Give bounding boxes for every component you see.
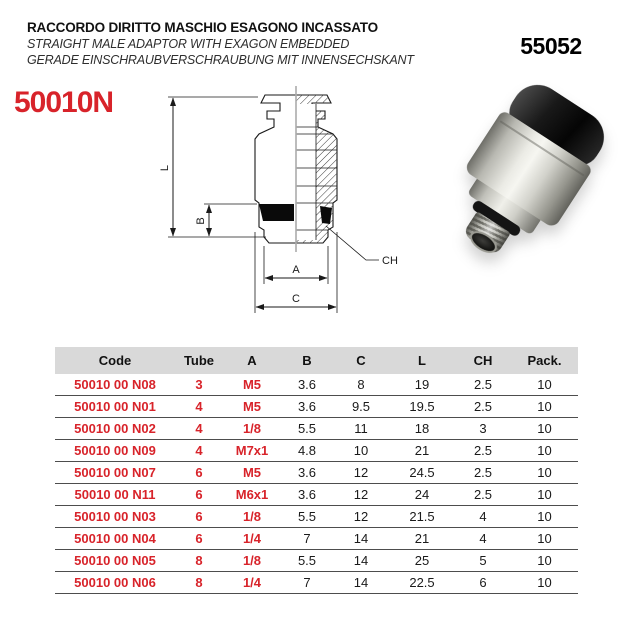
cell-tube: 6 bbox=[175, 506, 223, 528]
column-header-a: A bbox=[223, 347, 281, 374]
cell-code: 50010 00 N11 bbox=[55, 484, 175, 506]
cell-l: 18 bbox=[389, 418, 455, 440]
cell-l: 24.5 bbox=[389, 462, 455, 484]
cell-b: 3.6 bbox=[281, 374, 333, 396]
cell-code: 50010 00 N06 bbox=[55, 572, 175, 594]
cell-ch: 2.5 bbox=[455, 462, 511, 484]
cell-ch: 4 bbox=[455, 506, 511, 528]
part-number: 55052 bbox=[520, 33, 582, 59]
cell-b: 3.6 bbox=[281, 396, 333, 418]
table-header-row bbox=[55, 347, 578, 374]
cell-c: 14 bbox=[333, 528, 389, 550]
cell-pack: 10 bbox=[511, 440, 578, 462]
cell-a: 1/8 bbox=[223, 550, 281, 572]
cell-b: 5.5 bbox=[281, 418, 333, 440]
cell-b: 7 bbox=[281, 572, 333, 594]
cell-code: 50010 00 N02 bbox=[55, 418, 175, 440]
page-title: RACCORDO DIRITTO MASCHIO ESAGONO INCASSATO bbox=[27, 20, 378, 35]
cell-ch: 3 bbox=[455, 418, 511, 440]
product-photo bbox=[428, 86, 633, 261]
cell-a: 1/8 bbox=[223, 418, 281, 440]
bore bbox=[296, 104, 316, 240]
cell-c: 12 bbox=[333, 484, 389, 506]
cell-b: 7 bbox=[281, 528, 333, 550]
column-header-code: Code bbox=[55, 347, 175, 374]
cell-c: 8 bbox=[333, 374, 389, 396]
table-row bbox=[55, 396, 578, 418]
cell-pack: 10 bbox=[511, 374, 578, 396]
cell-pack: 10 bbox=[511, 396, 578, 418]
cell-pack: 10 bbox=[511, 528, 578, 550]
cell-ch: 4 bbox=[455, 528, 511, 550]
cell-tube: 4 bbox=[175, 396, 223, 418]
cell-pack: 10 bbox=[511, 418, 578, 440]
cell-code: 50010 00 N09 bbox=[55, 440, 175, 462]
cell-a: 1/4 bbox=[223, 572, 281, 594]
cell-pack: 10 bbox=[511, 484, 578, 506]
cell-tube: 4 bbox=[175, 440, 223, 462]
dim-label-ch: CH bbox=[382, 255, 398, 267]
page-title-de: GERADE EINSCHRAUBVERSCHRAUBUNG MIT INNENSECHSKANT bbox=[27, 53, 414, 67]
cell-tube: 8 bbox=[175, 572, 223, 594]
cell-b: 3.6 bbox=[281, 484, 333, 506]
technical-drawing bbox=[140, 80, 410, 345]
cell-a: M7x1 bbox=[223, 440, 281, 462]
cell-a: M6x1 bbox=[223, 484, 281, 506]
spec-table-body bbox=[55, 374, 578, 594]
table-row bbox=[55, 572, 578, 594]
cell-c: 11 bbox=[333, 418, 389, 440]
cell-b: 4.8 bbox=[281, 440, 333, 462]
fitting-image bbox=[432, 71, 621, 275]
table-row bbox=[55, 418, 578, 440]
dim-label-c: C bbox=[292, 293, 300, 305]
cell-a: M5 bbox=[223, 396, 281, 418]
cell-c: 12 bbox=[333, 506, 389, 528]
column-header-pack: Pack. bbox=[511, 347, 578, 374]
cell-tube: 6 bbox=[175, 462, 223, 484]
table-row bbox=[55, 374, 578, 396]
spec-table bbox=[55, 347, 578, 594]
seal-band bbox=[259, 204, 294, 221]
cell-ch: 5 bbox=[455, 550, 511, 572]
cell-tube: 4 bbox=[175, 418, 223, 440]
cell-a: 1/8 bbox=[223, 506, 281, 528]
table-row bbox=[55, 506, 578, 528]
cell-b: 3.6 bbox=[281, 462, 333, 484]
cell-code: 50010 00 N05 bbox=[55, 550, 175, 572]
title-block bbox=[27, 19, 497, 68]
cell-code: 50010 00 N04 bbox=[55, 528, 175, 550]
dim-label-a: A bbox=[292, 264, 300, 276]
cell-c: 14 bbox=[333, 550, 389, 572]
cell-c: 10 bbox=[333, 440, 389, 462]
cell-pack: 10 bbox=[511, 506, 578, 528]
cell-code: 50010 00 N08 bbox=[55, 374, 175, 396]
cell-l: 19 bbox=[389, 374, 455, 396]
cell-b: 5.5 bbox=[281, 506, 333, 528]
cell-ch: 2.5 bbox=[455, 396, 511, 418]
cell-ch: 2.5 bbox=[455, 374, 511, 396]
cell-l: 19.5 bbox=[389, 396, 455, 418]
series-code: 50010N bbox=[14, 86, 114, 119]
table-row bbox=[55, 550, 578, 572]
cell-pack: 10 bbox=[511, 462, 578, 484]
cell-ch: 2.5 bbox=[455, 440, 511, 462]
column-header-b: B bbox=[281, 347, 333, 374]
hex-socket bbox=[466, 227, 500, 258]
cell-l: 21 bbox=[389, 440, 455, 462]
cell-l: 25 bbox=[389, 550, 455, 572]
cell-pack: 10 bbox=[511, 572, 578, 594]
page-title-en: STRAIGHT MALE ADAPTOR WITH EXAGON EMBEDDED bbox=[27, 37, 350, 51]
column-header-c: C bbox=[333, 347, 389, 374]
cell-ch: 2.5 bbox=[455, 484, 511, 506]
cell-ch: 6 bbox=[455, 572, 511, 594]
column-header-tube: Tube bbox=[175, 347, 223, 374]
cell-a: 1/4 bbox=[223, 528, 281, 550]
cell-c: 14 bbox=[333, 572, 389, 594]
dim-label-l: L bbox=[159, 164, 171, 172]
cell-l: 24 bbox=[389, 484, 455, 506]
cell-a: M5 bbox=[223, 462, 281, 484]
cell-a: M5 bbox=[223, 374, 281, 396]
cell-code: 50010 00 N03 bbox=[55, 506, 175, 528]
dim-label-b: B bbox=[195, 217, 207, 225]
cell-tube: 6 bbox=[175, 528, 223, 550]
table-row bbox=[55, 440, 578, 462]
cell-code: 50010 00 N01 bbox=[55, 396, 175, 418]
cell-tube: 6 bbox=[175, 484, 223, 506]
cell-c: 9.5 bbox=[333, 396, 389, 418]
table-row bbox=[55, 462, 578, 484]
cell-code: 50010 00 N07 bbox=[55, 462, 175, 484]
column-header-l: L bbox=[389, 347, 455, 374]
column-header-ch: CH bbox=[455, 347, 511, 374]
cell-l: 22.5 bbox=[389, 572, 455, 594]
cell-l: 21 bbox=[389, 528, 455, 550]
cell-b: 5.5 bbox=[281, 550, 333, 572]
table-row bbox=[55, 484, 578, 506]
cell-c: 12 bbox=[333, 462, 389, 484]
cell-pack: 10 bbox=[511, 550, 578, 572]
table-row bbox=[55, 528, 578, 550]
cell-tube: 3 bbox=[175, 374, 223, 396]
cell-tube: 8 bbox=[175, 550, 223, 572]
cell-l: 21.5 bbox=[389, 506, 455, 528]
